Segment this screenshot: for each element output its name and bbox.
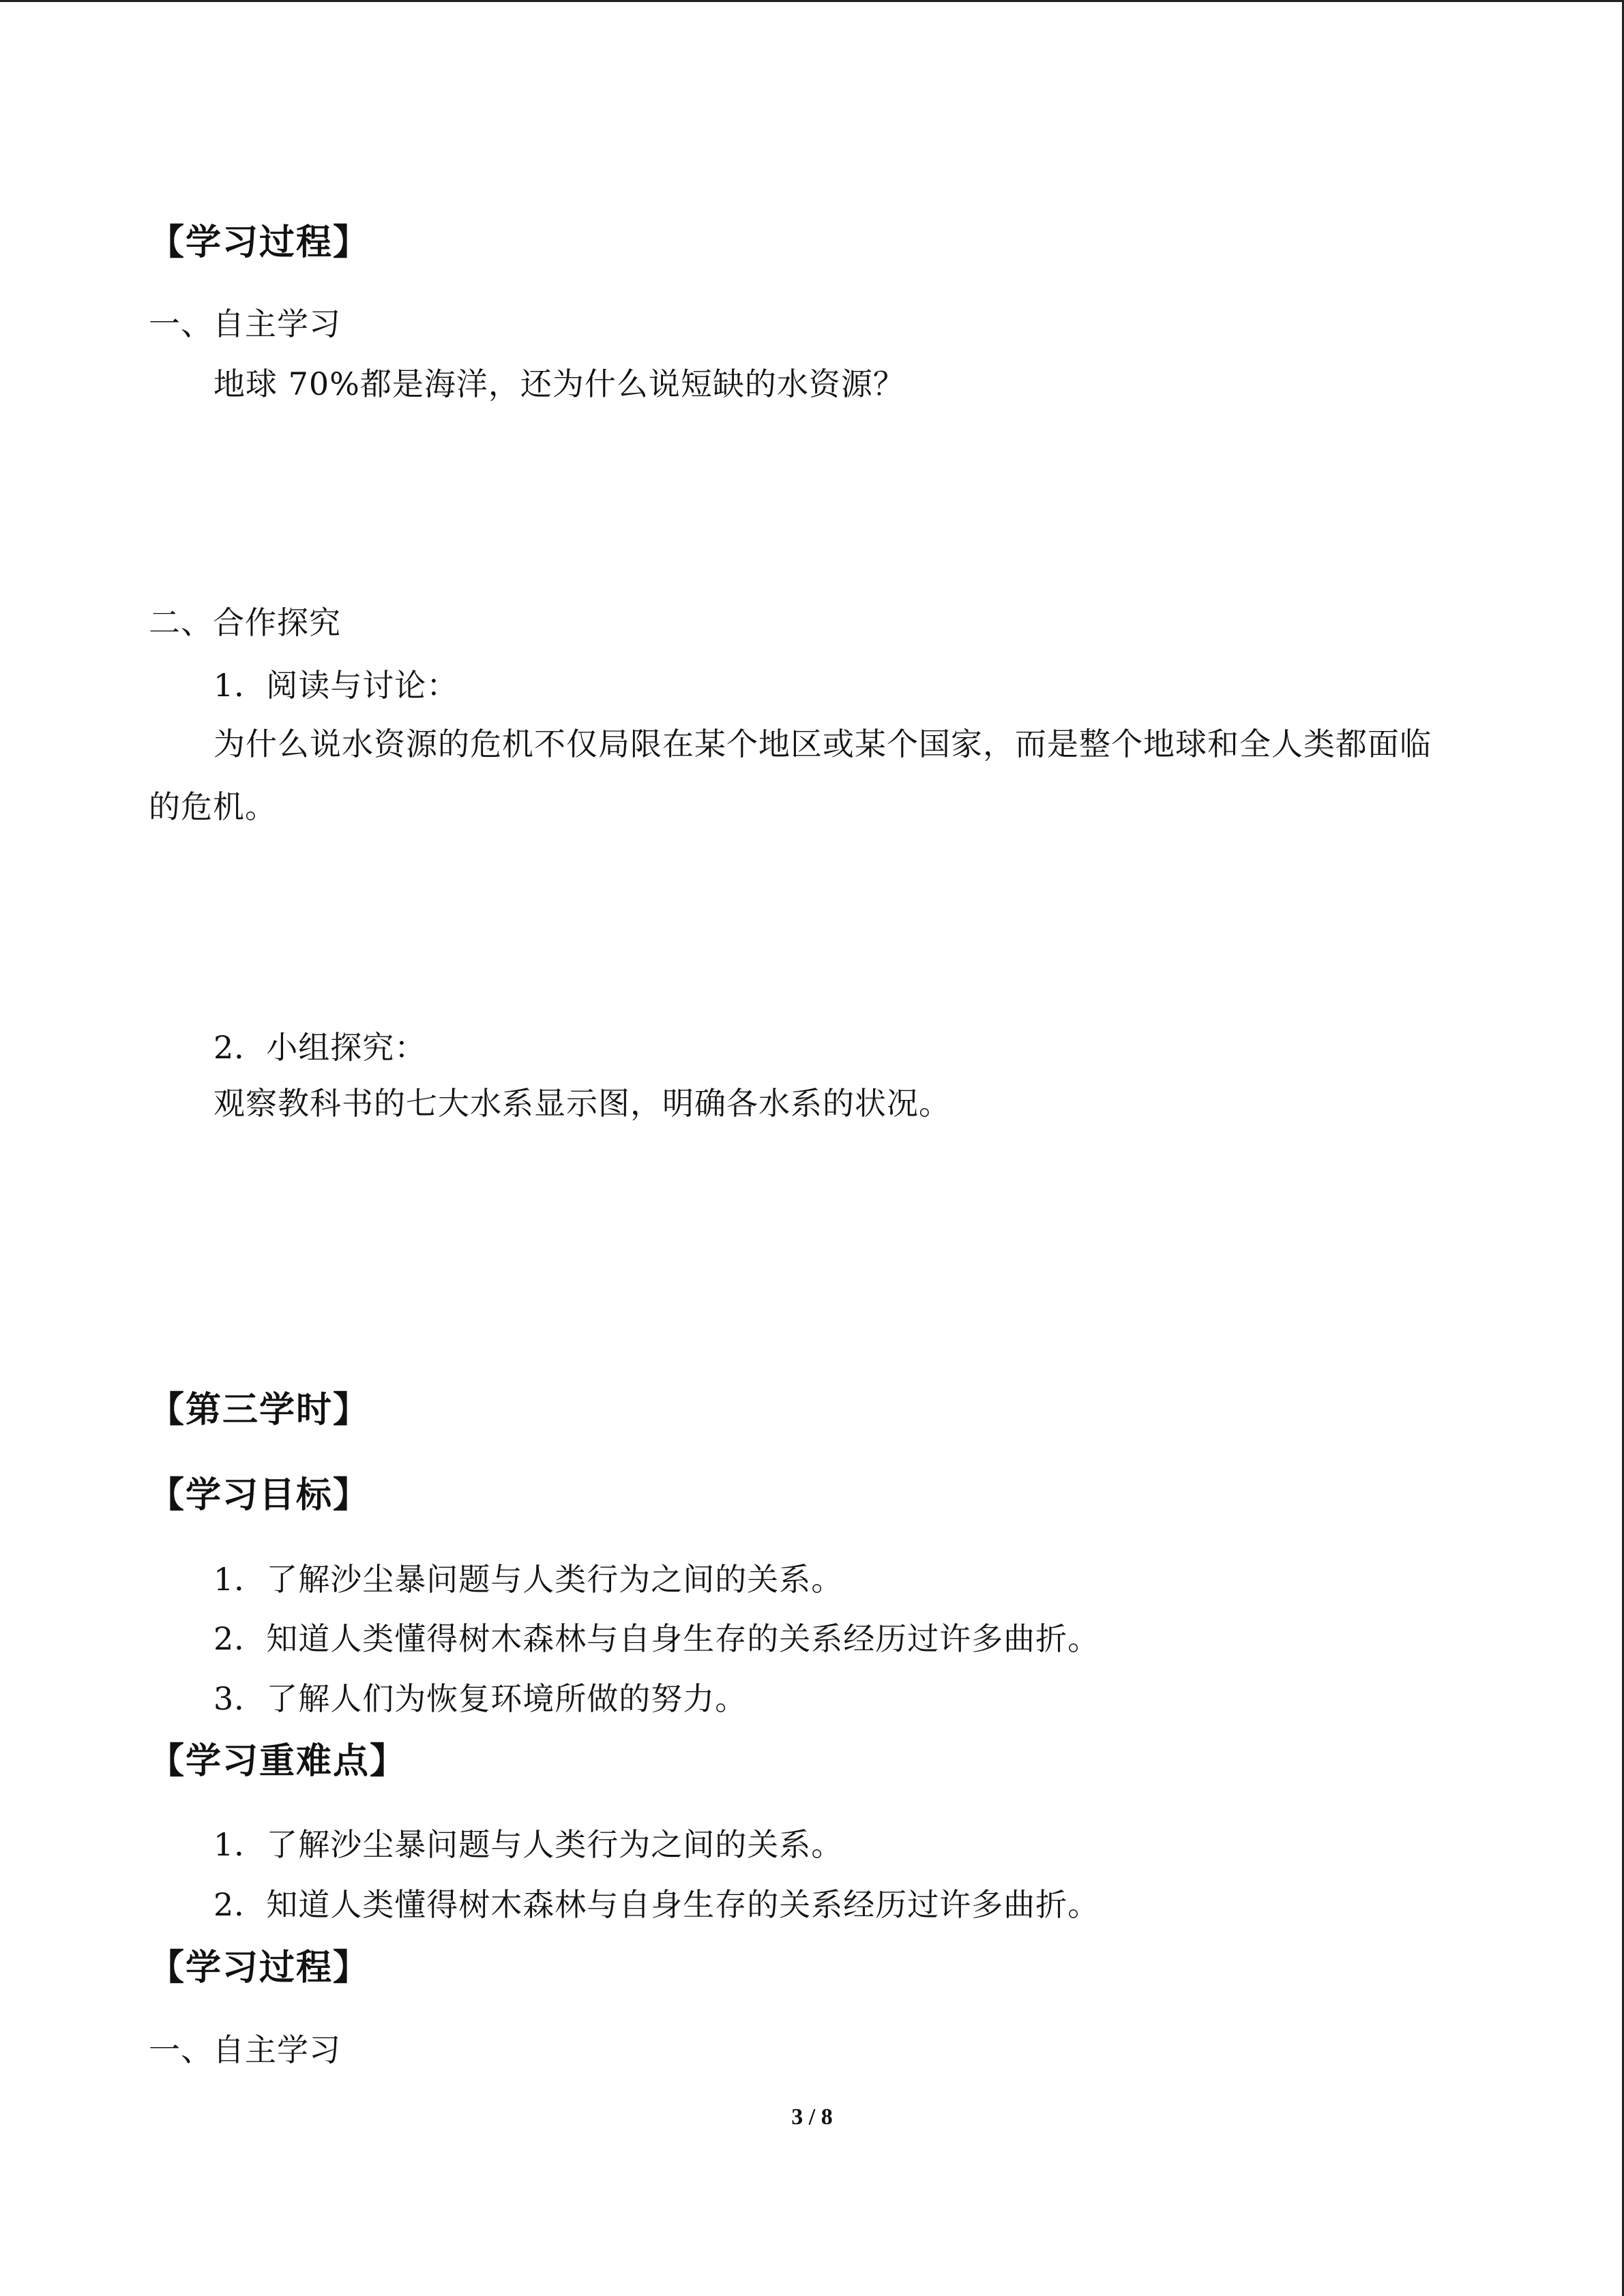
key-point-item: 2．知道人类懂得树木森林与自身生存的关系经历过许多曲折。 xyxy=(213,1886,1100,1923)
group-inquiry-text: 观察教科书的七大水系显示图，明确各水系的状况。 xyxy=(213,1085,951,1122)
key-point-item: 1．了解沙尘暴问题与人类行为之间的关系。 xyxy=(213,1826,844,1863)
self-study-heading-2: 一、自主学习 xyxy=(149,2031,341,2068)
learning-goals-heading: 【学习目标】 xyxy=(149,1475,370,1516)
reading-discussion-text-line1: 为什么说水资源的危机不仅局限在某个地区或某个国家，而是整个地球和全人类都面临 xyxy=(213,726,1432,762)
key-points-heading: 【学习重难点】 xyxy=(149,1741,407,1782)
third-lesson-heading: 【第三学时】 xyxy=(149,1390,370,1431)
learning-process-heading: 【学习过程】 xyxy=(149,222,370,263)
reading-discussion-label: 1．阅读与讨论： xyxy=(213,667,459,704)
self-study-heading: 一、自主学习 xyxy=(149,305,341,342)
page-number: 3 / 8 xyxy=(791,2104,833,2130)
goal-item: 1．了解沙尘暴问题与人类行为之间的关系。 xyxy=(213,1561,844,1598)
goal-item: 3．了解人们为恢复环境所做的努力。 xyxy=(213,1680,748,1717)
cooperative-inquiry-heading: 二、合作探究 xyxy=(149,604,341,641)
learning-process-heading-2: 【学习过程】 xyxy=(149,1948,370,1988)
self-study-question: 地球 70%都是海洋，还为什么说短缺的水资源？ xyxy=(213,366,905,402)
reading-discussion-text-line2: 的危机。 xyxy=(149,788,277,825)
goal-item: 2．知道人类懂得树木森林与自身生存的关系经历过许多曲折。 xyxy=(213,1620,1100,1657)
group-inquiry-label: 2．小组探究： xyxy=(213,1029,427,1066)
